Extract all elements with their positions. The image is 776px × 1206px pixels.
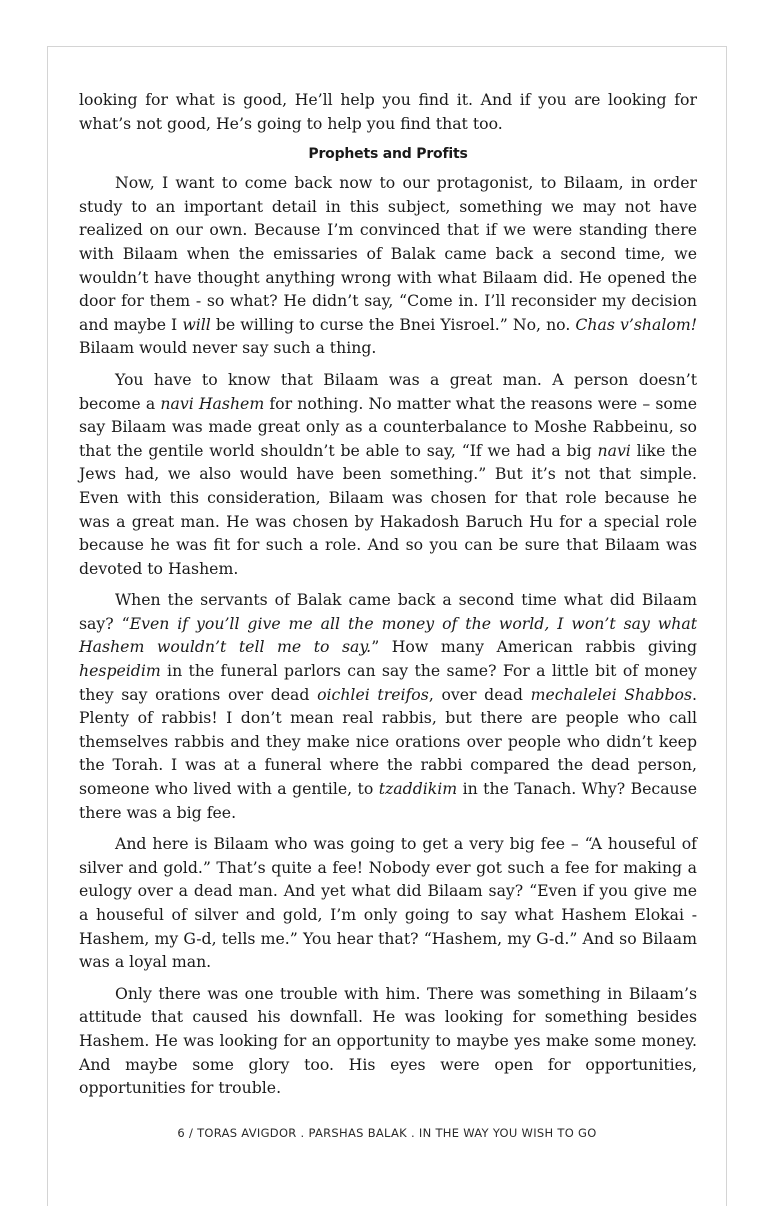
body-paragraph [79, 368, 697, 580]
body-paragraph [79, 832, 697, 974]
section-heading: Prophets and Profits [308, 146, 468, 163]
italic-term: navi [597, 440, 631, 460]
text-run: in the Tanach. Why? Because there was a big fee. [79, 779, 697, 822]
text-run: like the Jews had, we also would have been something.” But it’s not that simple. Even with this consideration, Bilaam was chosen for that role because he was a great man. He was chosen by Hakadosh Baruch Hu for a special role because he was fit for such a role. And so you can be sure that Bilaam was devoted to Hashem. [79, 440, 697, 578]
text-run: looking for what is good, He’ll help you find it. And if you are looking for what’s not good, He’s going to help you find that too. [79, 90, 697, 133]
text-run: When the servants of Balak came back a second time what did Bilaam say? “ [79, 590, 697, 633]
italic-term: navi Hashem [160, 393, 265, 413]
italic-term: oichlei treifos [317, 684, 429, 704]
italic-term: tzaddikim [378, 779, 458, 799]
text-run: . Plenty of rabbis! I don’t mean real rabbis, but there are people who call themselves rabbis and they make nice orations over people who didn’t keep the Torah. I was at a funeral where the rabbi compared the dead person, someone who lived with a gentile, to [79, 684, 698, 799]
page-body [79, 88, 697, 1108]
italic-term: hespeidim [79, 661, 161, 681]
text-run: You have to know that Bilaam was a great man. A person doesn’t become a [79, 369, 697, 413]
text-run: Now, I want to come back now to our protagonist, to Bilaam, in order study to an important detail in this subject, something we may not have realized on our own. Because I’m convinced that if we were standing there with Bilaam when the emissaries of Balak came back a second time, we wouldn’t have thought anything wrong with what Bilaam did. He opened the door for them - so what? He didn’t say, “Come in. I’ll reconsider my decision and maybe I [79, 173, 697, 334]
opening-paragraph [79, 88, 697, 135]
text-run: Only there was one trouble with him. There was something in Bilaam’s attitude that caused his downfall. He was looking for something besides Hashem. He was looking for an opportunity to maybe yes make some money. And maybe some glory too. His eyes were open for opportunities, opportunities for trouble. [79, 983, 697, 1098]
body-paragraph [79, 171, 697, 360]
italic-term: will [182, 314, 211, 334]
italic-term: mechalelei Shabbos [530, 684, 693, 704]
text-run: ” How many American rabbis giving [371, 637, 697, 657]
text-run: And here is Bilaam who was going to get a very big fee – “A houseful of silver and gold.” That’s quite a fee! Nobody ever got such a fee for making a eulogy over a dead man. And yet what did Bilaam say? “Even if you give me a houseful of silver and gold, I’m only going to say what Hashem Elokai - Hashem, my G-d, tells me.” You hear that? “Hashem, my G-d.” And so Bilaam was a loyal man. [79, 834, 697, 972]
page-footer: 6 / TORAS AVIGDOR . PARSHAS BALAK . IN THE WAY YOU WISH TO GO [177, 1126, 597, 1140]
text-run: for nothing. No matter what the reasons were – some say Bilaam was made great only as a counterbalance to Moshe Rabbeinu, so that the gentile world shouldn’t be able to say, “If we had a big [79, 393, 698, 460]
body-paragraph [79, 588, 697, 824]
italic-term: Chas v’shalom! [575, 314, 698, 334]
italic-term: Even if you’ll give me all the money of the world, I won’t say what Hashem wouldn’t tell me to say. [79, 613, 698, 657]
text-run: , over dead [428, 684, 531, 704]
body-paragraph [79, 982, 697, 1100]
text-run: Bilaam would never say such a thing. [79, 338, 377, 358]
text-run: in the funeral parlors can say the same? For a little bit of money they say orations over dead [79, 661, 697, 704]
text-run: be willing to curse the Bnei Yisroel.” No, no. [210, 314, 576, 334]
